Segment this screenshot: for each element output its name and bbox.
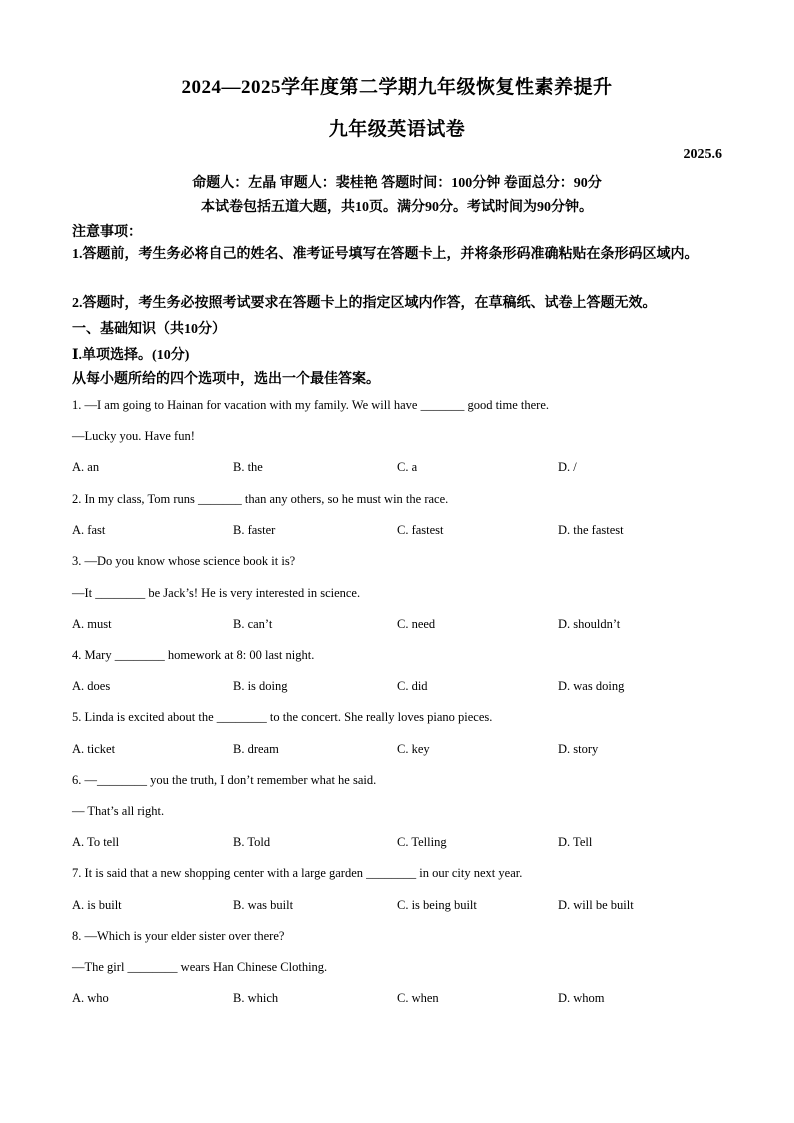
question-8-line-1: 8. —Which is your elder sister over there? (72, 929, 285, 943)
option-d: D. whom (558, 991, 605, 1005)
option-a: A. must (72, 617, 112, 631)
question-6-line-1: 6. —________ you the truth, I don’t remember what he said. (72, 773, 377, 787)
exam-title: 2024—2025学年度第二学期九年级恢复性素养提升 (181, 77, 613, 98)
section-instruction: 从每小题所给的四个选项中，选出一个最佳答案。 (72, 372, 380, 387)
question-1-line-2: —Lucky you. Have fun! (72, 429, 195, 443)
notice-item-2: 2.答题时，考生务必按照考试要求在答题卡上的指定区域内作答，在草稿纸、试卷上答题无效。 (72, 296, 657, 311)
question-3-line-1: 3. —Do you know whose science book it is? (72, 554, 296, 568)
option-d: D. was doing (558, 679, 625, 693)
option-d: D. shouldn’t (558, 617, 621, 631)
question-7-line-1: 7. It is said that a new shopping center with a large garden ________ in our city next year. (72, 866, 523, 880)
question-4-line-1: 4. Mary ________ homework at 8: 00 last night. (72, 648, 315, 662)
exam-meta-authors: 命题人：左晶 审题人：裴桂艳 答题时间：100分钟 卷面总分：90分 (192, 176, 602, 191)
question-7-options (0, 898, 794, 914)
question-1-line-1: 1. —I am going to Hainan for vacation with my family. We will have _______ good time there. (72, 398, 550, 412)
option-a: A. To tell (72, 835, 120, 849)
option-b: B. is doing (233, 679, 288, 693)
option-a: A. who (72, 991, 109, 1005)
question-4-options (0, 679, 794, 695)
question-2-line-1: 2. In my class, Tom runs _______ than any others, so he must win the race. (72, 492, 449, 506)
option-b: B. was built (233, 898, 294, 912)
question-5-options (0, 742, 794, 758)
subsection-heading: Ⅰ.单项选择。(10分) (72, 348, 190, 363)
option-c: C. when (397, 991, 439, 1005)
option-d: D. will be built (558, 898, 634, 912)
option-d: D. / (558, 460, 577, 474)
exam-subtitle: 九年级英语试卷 (328, 119, 466, 140)
notice-item-1: 1.答题前，考生务必将自己的姓名、准考证号填写在答题卡上，并将条形码准确粘贴在条形码区域内。 (72, 247, 699, 262)
option-b: B. the (233, 460, 263, 474)
exam-meta-structure: 本试卷包括五道大题，共10页。满分90分。考试时间为90分钟。 (201, 200, 593, 215)
option-c: C. a (397, 460, 418, 474)
option-c: C. fastest (397, 523, 444, 537)
option-c: C. Telling (397, 835, 447, 849)
option-a: A. is built (72, 898, 122, 912)
question-5-line-1: 5. Linda is excited about the ________ to the concert. She really loves piano pieces. (72, 710, 493, 724)
option-c: C. need (397, 617, 436, 631)
question-3-line-2: —It ________ be Jack’s! He is very interested in science. (72, 586, 361, 600)
question-2-options (0, 523, 794, 539)
option-b: B. which (233, 991, 279, 1005)
section-heading: 一、基础知识（共10分） (72, 322, 226, 337)
option-a: A. does (72, 679, 111, 693)
option-b: B. Told (233, 835, 271, 849)
option-c: C. did (397, 679, 428, 693)
question-6-line-2: — That’s all right. (72, 804, 165, 818)
question-1-options (0, 460, 794, 476)
option-b: B. dream (233, 742, 279, 756)
question-8-options (0, 991, 794, 1007)
option-a: A. fast (72, 523, 106, 537)
option-d: D. the fastest (558, 523, 624, 537)
question-6-options (0, 835, 794, 851)
question-8-line-2: —The girl ________ wears Han Chinese Clothing. (72, 960, 328, 974)
option-d: D. story (558, 742, 599, 756)
option-a: A. ticket (72, 742, 116, 756)
option-a: A. an (72, 460, 100, 474)
option-b: B. can’t (233, 617, 273, 631)
notice-heading: 注意事项： (72, 225, 142, 240)
option-c: C. is being built (397, 898, 477, 912)
question-3-options (0, 617, 794, 633)
option-b: B. faster (233, 523, 276, 537)
option-c: C. key (397, 742, 430, 756)
option-d: D. Tell (558, 835, 593, 849)
exam-date: 2025.6 (683, 147, 722, 162)
